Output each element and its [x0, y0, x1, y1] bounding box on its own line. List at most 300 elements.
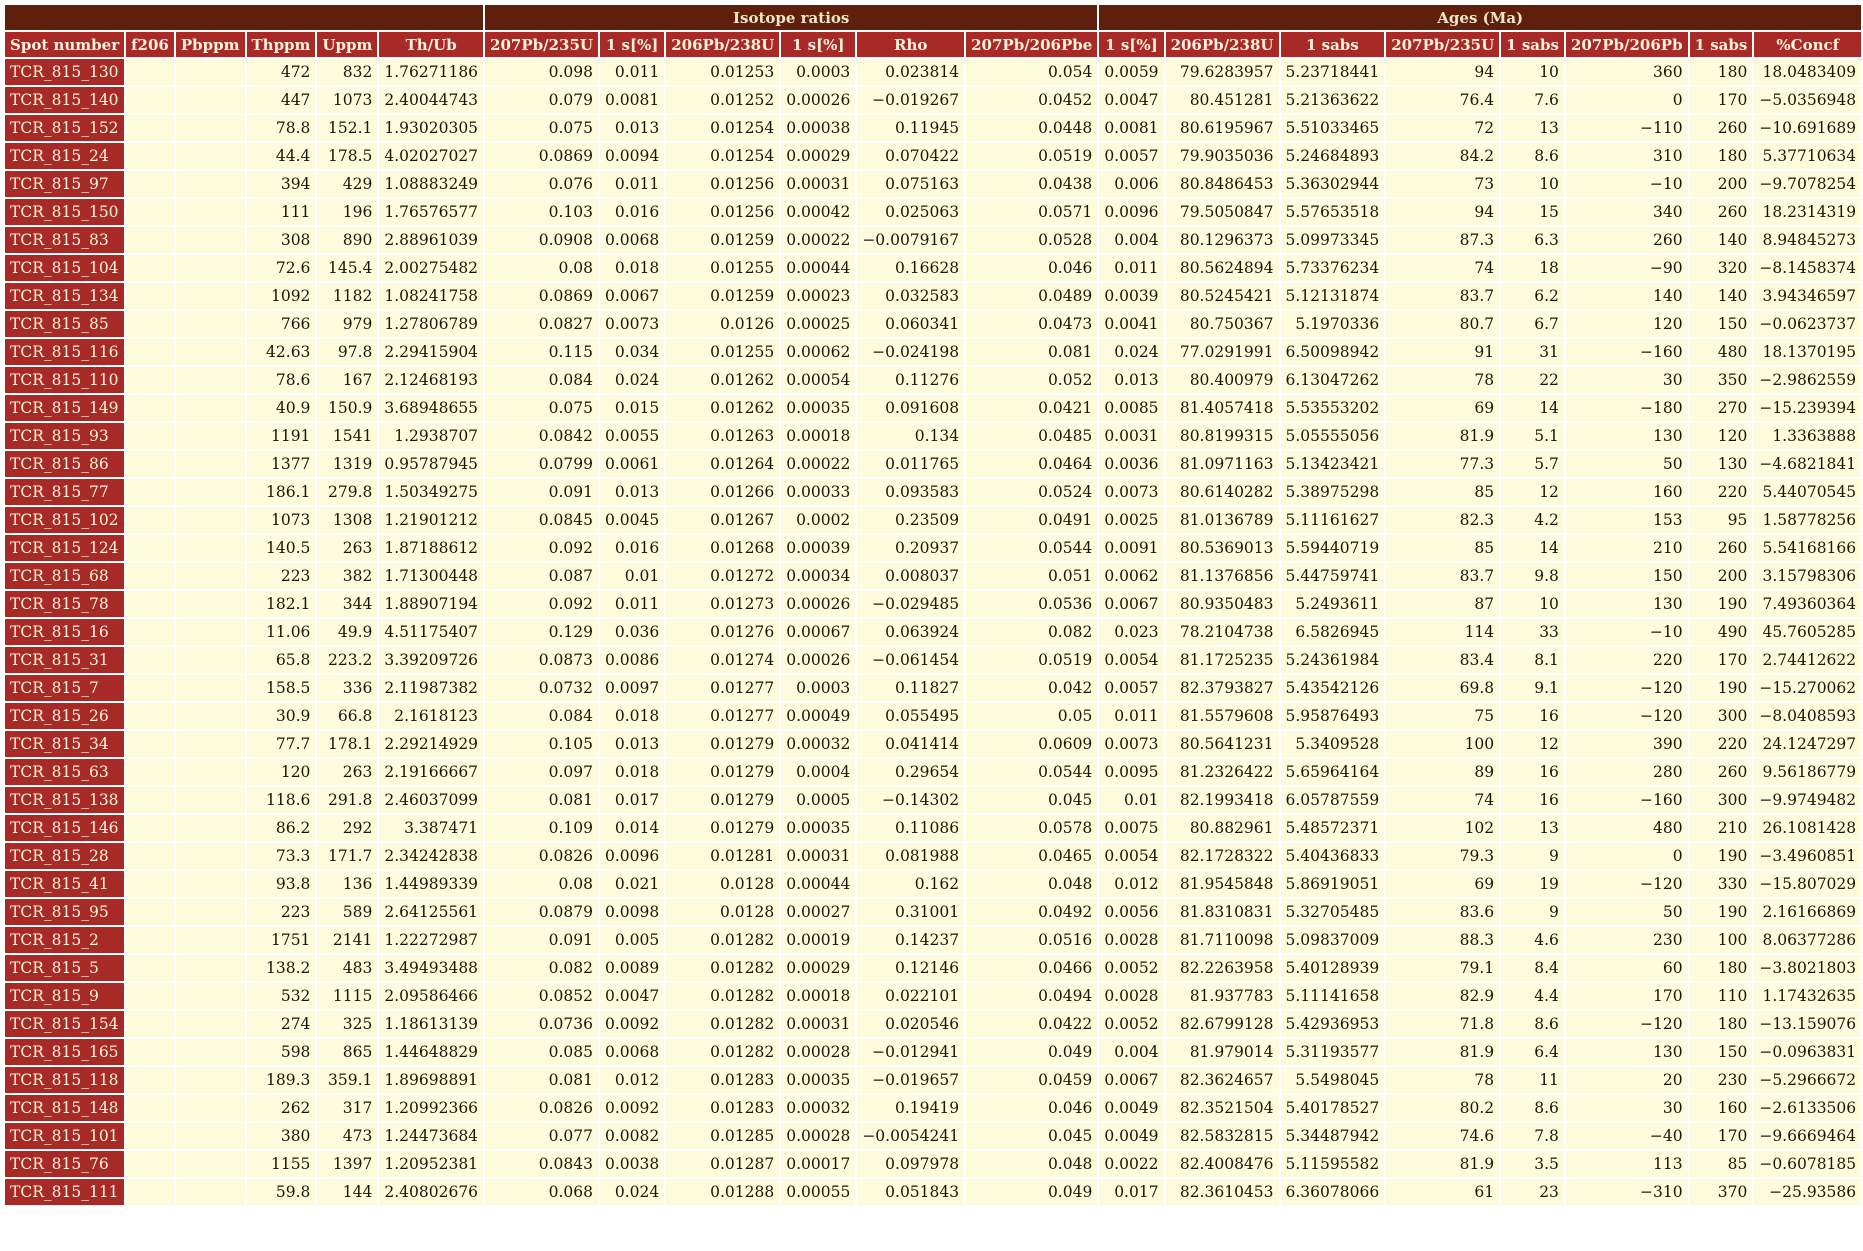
table-cell: 0.01276 — [666, 619, 779, 645]
table-cell: 0.00026 — [781, 647, 855, 673]
table-cell: 30 — [1566, 1095, 1688, 1121]
table-row — [5, 619, 1861, 645]
table-cell: 0.0057 — [1099, 143, 1163, 169]
table-cell: −0.019267 — [857, 87, 964, 113]
table-cell: 1.93020305 — [379, 115, 483, 141]
table-cell: 7.6 — [1501, 87, 1564, 113]
table-cell: −120 — [1566, 703, 1688, 729]
table-cell: 0.011765 — [857, 451, 964, 477]
table-row — [5, 731, 1861, 757]
table-cell: 0.055495 — [857, 703, 964, 729]
table-cell: 1155 — [247, 1151, 316, 1177]
table-cell: 10 — [1501, 171, 1564, 197]
table-cell: 230 — [1566, 927, 1688, 953]
table-cell: 1182 — [317, 283, 377, 309]
table-cell: 0.95787945 — [379, 451, 483, 477]
table-cell: 6.5826945 — [1281, 619, 1385, 645]
table-cell: 0.0452 — [966, 87, 1097, 113]
table-cell: 19 — [1501, 871, 1564, 897]
table-cell: 72 — [1386, 115, 1499, 141]
table-cell — [126, 927, 174, 953]
table-cell: 0.0054 — [1099, 647, 1163, 673]
table-cell: 78.6 — [247, 367, 316, 393]
table-cell: 0.077 — [485, 1123, 598, 1149]
spot-number-cell: TCR_815_9 — [5, 983, 124, 1009]
table-cell: 82.3610453 — [1166, 1179, 1279, 1205]
table-cell: 0.0845 — [485, 507, 598, 533]
table-cell — [176, 927, 245, 953]
table-cell: 0.018 — [600, 255, 664, 281]
table-cell: 130 — [1566, 591, 1688, 617]
column-header: 207Pb/206Pb — [1566, 32, 1688, 57]
table-cell: 0.0098 — [600, 899, 664, 925]
table-cell: 81.9 — [1386, 1039, 1499, 1065]
table-cell — [126, 703, 174, 729]
table-cell: 0.01262 — [666, 367, 779, 393]
table-cell: 0.082 — [485, 955, 598, 981]
table-cell: −13.159076 — [1754, 1011, 1861, 1037]
table-cell — [176, 1151, 245, 1177]
table-cell: 263 — [317, 759, 377, 785]
table-cell — [176, 955, 245, 981]
table-cell: 0.00022 — [781, 451, 855, 477]
table-cell: 0.011 — [600, 591, 664, 617]
table-cell: 10 — [1501, 591, 1564, 617]
table-cell: 9 — [1501, 843, 1564, 869]
table-cell: 223 — [247, 563, 316, 589]
table-cell: 5.32705485 — [1281, 899, 1385, 925]
table-cell: 0.00031 — [781, 1011, 855, 1037]
table-cell: 81.1725235 — [1166, 647, 1279, 673]
table-cell: 82.9 — [1386, 983, 1499, 1009]
table-cell: 0.068 — [485, 1179, 598, 1205]
column-header: 1 sabs — [1501, 32, 1564, 57]
table-cell: 344 — [317, 591, 377, 617]
table-cell: 0.01282 — [666, 1039, 779, 1065]
table-cell: 11.06 — [247, 619, 316, 645]
table-cell: 8.6 — [1501, 1095, 1564, 1121]
table-cell: 0.00028 — [781, 1123, 855, 1149]
table-cell: 832 — [317, 59, 377, 85]
table-cell: 0.0094 — [600, 143, 664, 169]
table-cell: 5.40178527 — [1281, 1095, 1385, 1121]
table-cell: 81.8310831 — [1166, 899, 1279, 925]
group-header-ages: Ages (Ma) — [1099, 5, 1861, 30]
table-cell — [126, 1123, 174, 1149]
table-cell — [126, 199, 174, 225]
table-cell: 0.011 — [600, 59, 664, 85]
table-cell: 0.00018 — [781, 983, 855, 1009]
table-cell: 0.0089 — [600, 955, 664, 981]
spot-number-cell: TCR_815_140 — [5, 87, 124, 113]
spot-number-cell: TCR_815_41 — [5, 871, 124, 897]
table-cell: 80.5369013 — [1166, 535, 1279, 561]
table-cell: 0.034 — [600, 339, 664, 365]
table-cell: 182.1 — [247, 591, 316, 617]
table-cell: 220 — [1690, 731, 1753, 757]
table-cell: 0.024 — [600, 1179, 664, 1205]
table-cell: 5.42936953 — [1281, 1011, 1385, 1037]
table-cell: 5.5498045 — [1281, 1067, 1385, 1093]
table-cell: 4.02027027 — [379, 143, 483, 169]
table-row — [5, 815, 1861, 841]
table-cell: 180 — [1690, 955, 1753, 981]
table-cell: 9.1 — [1501, 675, 1564, 701]
table-cell: 189.3 — [247, 1067, 316, 1093]
table-cell: 210 — [1566, 535, 1688, 561]
table-cell: 5.51033465 — [1281, 115, 1385, 141]
table-row — [5, 87, 1861, 113]
table-cell: 0.098 — [485, 59, 598, 85]
table-cell: 4.6 — [1501, 927, 1564, 953]
table-cell: 0.0571 — [966, 199, 1097, 225]
table-cell: 0.0732 — [485, 675, 598, 701]
table-cell: 5.40128939 — [1281, 955, 1385, 981]
table-cell: −160 — [1566, 339, 1688, 365]
table-cell: 5.09837009 — [1281, 927, 1385, 953]
table-cell — [126, 871, 174, 897]
table-cell: 532 — [247, 983, 316, 1009]
table-cell: −0.019657 — [857, 1067, 964, 1093]
table-row — [5, 591, 1861, 617]
table-cell: 10 — [1501, 59, 1564, 85]
table-cell: 0.109 — [485, 815, 598, 841]
table-cell: 50 — [1566, 451, 1688, 477]
table-row — [5, 703, 1861, 729]
spot-number-cell: TCR_815_83 — [5, 227, 124, 253]
table-cell: 0 — [1566, 843, 1688, 869]
column-header: 1 s[%] — [1099, 32, 1163, 57]
table-cell: 0.00031 — [781, 843, 855, 869]
table-cell: 145.4 — [317, 255, 377, 281]
table-cell: 0.0528 — [966, 227, 1097, 253]
table-cell: −10 — [1566, 619, 1688, 645]
table-cell — [176, 115, 245, 141]
table-cell — [126, 283, 174, 309]
table-cell — [126, 983, 174, 1009]
table-cell: 0.060341 — [857, 311, 964, 337]
table-cell: 0.079 — [485, 87, 598, 113]
spot-number-cell: TCR_815_165 — [5, 1039, 124, 1065]
table-cell: 158.5 — [247, 675, 316, 701]
table-cell — [176, 283, 245, 309]
spot-number-cell: TCR_815_146 — [5, 815, 124, 841]
table-cell: 0.00034 — [781, 563, 855, 589]
table-cell: −3.4960851 — [1754, 843, 1861, 869]
table-cell — [176, 983, 245, 1009]
table-cell — [126, 1095, 174, 1121]
table-cell: 11 — [1501, 1067, 1564, 1093]
table-cell — [126, 675, 174, 701]
table-cell: 0.0799 — [485, 451, 598, 477]
table-cell: 0.0492 — [966, 899, 1097, 925]
table-cell: 8.94845273 — [1754, 227, 1861, 253]
table-cell: 9.56186779 — [1754, 759, 1861, 785]
table-cell: 61 — [1386, 1179, 1499, 1205]
table-cell: 480 — [1566, 815, 1688, 841]
table-cell: 380 — [247, 1123, 316, 1149]
table-row — [5, 1039, 1861, 1065]
table-cell: 80.882961 — [1166, 815, 1279, 841]
table-cell: 0.00049 — [781, 703, 855, 729]
table-row — [5, 255, 1861, 281]
table-cell — [126, 1039, 174, 1065]
table-cell: 80.6140282 — [1166, 479, 1279, 505]
table-cell: −180 — [1566, 395, 1688, 421]
table-cell: 472 — [247, 59, 316, 85]
table-cell: 1.44648829 — [379, 1039, 483, 1065]
table-cell: 0.041414 — [857, 731, 964, 757]
table-cell — [126, 227, 174, 253]
table-cell: 5.57653518 — [1281, 199, 1385, 225]
table-cell: 2.29214929 — [379, 731, 483, 757]
table-cell: 260 — [1690, 199, 1753, 225]
table-cell: 200 — [1690, 563, 1753, 589]
table-cell: 0.0073 — [1099, 479, 1163, 505]
table-cell: 16 — [1501, 703, 1564, 729]
table-cell: 0.0843 — [485, 1151, 598, 1177]
table-cell: 0.087 — [485, 563, 598, 589]
table-cell: 0.036 — [600, 619, 664, 645]
table-cell — [126, 1011, 174, 1037]
table-cell: 0.00029 — [781, 143, 855, 169]
table-cell: 447 — [247, 87, 316, 113]
table-cell: 0.0028 — [1099, 927, 1163, 953]
table-cell: 0.01 — [1099, 787, 1163, 813]
table-cell: 0.01268 — [666, 535, 779, 561]
table-cell: 5.40436833 — [1281, 843, 1385, 869]
table-cell: 0.0438 — [966, 171, 1097, 197]
table-cell: 18.0483409 — [1754, 59, 1861, 85]
table-row — [5, 787, 1861, 813]
table-cell: 0.092 — [485, 535, 598, 561]
table-cell: 40.9 — [247, 395, 316, 421]
table-row — [5, 283, 1861, 309]
table-cell: 0.01264 — [666, 451, 779, 477]
table-cell: 598 — [247, 1039, 316, 1065]
table-cell: 0.091608 — [857, 395, 964, 421]
table-cell: 81.0971163 — [1166, 451, 1279, 477]
table-cell: 150 — [1566, 563, 1688, 589]
table-cell: 82.3793827 — [1166, 675, 1279, 701]
table-cell: 0.012 — [600, 1067, 664, 1093]
table-cell: 81.2326422 — [1166, 759, 1279, 785]
table-cell — [126, 759, 174, 785]
table-row — [5, 395, 1861, 421]
table-cell: 3.94346597 — [1754, 283, 1861, 309]
table-cell: 77.7 — [247, 731, 316, 757]
table-cell: 262 — [247, 1095, 316, 1121]
table-cell: 382 — [317, 563, 377, 589]
spot-number-cell: TCR_815_2 — [5, 927, 124, 953]
table-cell: 0.01259 — [666, 227, 779, 253]
table-cell: 80.9350483 — [1166, 591, 1279, 617]
table-cell: 0.0054 — [1099, 843, 1163, 869]
table-row — [5, 227, 1861, 253]
table-cell — [176, 647, 245, 673]
table-cell: 0.00038 — [781, 115, 855, 141]
table-row — [5, 199, 1861, 225]
table-cell: 82.5832815 — [1166, 1123, 1279, 1149]
table-cell: 5.13423421 — [1281, 451, 1385, 477]
spot-number-cell: TCR_815_76 — [5, 1151, 124, 1177]
table-cell: −8.1458374 — [1754, 255, 1861, 281]
table-cell: 0.018 — [600, 759, 664, 785]
spot-number-cell: TCR_815_5 — [5, 955, 124, 981]
table-cell: 0.0022 — [1099, 1151, 1163, 1177]
table-cell: 83.7 — [1386, 563, 1499, 589]
table-cell: 0.01253 — [666, 59, 779, 85]
table-cell: 0.00044 — [781, 255, 855, 281]
table-cell: 0.016 — [600, 199, 664, 225]
table-cell: 95 — [1690, 507, 1753, 533]
table-cell: 2.00275482 — [379, 255, 483, 281]
table-cell: 1.50349275 — [379, 479, 483, 505]
table-cell: 8.6 — [1501, 1011, 1564, 1037]
table-cell: 0.01263 — [666, 423, 779, 449]
table-cell: 18.1370195 — [1754, 339, 1861, 365]
table-cell — [176, 199, 245, 225]
table-cell: −9.7078254 — [1754, 171, 1861, 197]
table-cell: 0.0081 — [1099, 115, 1163, 141]
table-cell: 2.74412622 — [1754, 647, 1861, 673]
table-cell: 0.097 — [485, 759, 598, 785]
spot-number-cell: TCR_815_95 — [5, 899, 124, 925]
table-cell: −0.0623737 — [1754, 311, 1861, 337]
table-cell: 73 — [1386, 171, 1499, 197]
table-cell: −4.6821841 — [1754, 451, 1861, 477]
table-cell: 0.0873 — [485, 647, 598, 673]
table-cell: 0.01282 — [666, 1011, 779, 1037]
table-cell: 300 — [1690, 703, 1753, 729]
table-cell: 1.27806789 — [379, 311, 483, 337]
table-cell: 1.08241758 — [379, 283, 483, 309]
table-cell: 0.0491 — [966, 507, 1097, 533]
table-cell: 5.54168166 — [1754, 535, 1861, 561]
table-cell: 7.8 — [1501, 1123, 1564, 1149]
table-cell: 102 — [1386, 815, 1499, 841]
spot-number-cell: TCR_815_97 — [5, 171, 124, 197]
table-cell: 0.01282 — [666, 983, 779, 1009]
data-table — [3, 3, 1863, 1207]
table-cell: 0.01282 — [666, 927, 779, 953]
table-cell: 81.5579608 — [1166, 703, 1279, 729]
table-cell: 1.21901212 — [379, 507, 483, 533]
table-cell: 0.049 — [966, 1179, 1097, 1205]
table-cell: 5.1970336 — [1281, 311, 1385, 337]
table-cell: 150.9 — [317, 395, 377, 421]
table-cell: 2141 — [317, 927, 377, 953]
table-cell: 0.00067 — [781, 619, 855, 645]
table-row — [5, 367, 1861, 393]
table-cell: 140 — [1690, 227, 1753, 253]
table-cell: 0.11086 — [857, 815, 964, 841]
table-cell: 2.12468193 — [379, 367, 483, 393]
table-cell: 0.01274 — [666, 647, 779, 673]
table-cell: −9.6669464 — [1754, 1123, 1861, 1149]
table-cell: 160 — [1566, 479, 1688, 505]
table-cell: 0.023814 — [857, 59, 964, 85]
column-header: 1 sabs — [1690, 32, 1753, 57]
table-cell: 0.0578 — [966, 815, 1097, 841]
table-cell: 0.01267 — [666, 507, 779, 533]
table-cell: 0.004 — [1099, 227, 1163, 253]
table-cell: 8.4 — [1501, 955, 1564, 981]
table-cell: 14 — [1501, 535, 1564, 561]
table-cell: 190 — [1690, 675, 1753, 701]
table-cell — [126, 395, 174, 421]
table-cell: 153 — [1566, 507, 1688, 533]
table-cell: 82.4008476 — [1166, 1151, 1279, 1177]
table-cell: 81.979014 — [1166, 1039, 1279, 1065]
table-cell: 5.53553202 — [1281, 395, 1385, 421]
table-cell — [176, 143, 245, 169]
table-cell: 1.58778256 — [1754, 507, 1861, 533]
table-cell: 5.23718441 — [1281, 59, 1385, 85]
table-cell: 6.4 — [1501, 1039, 1564, 1065]
table-cell: 69.8 — [1386, 675, 1499, 701]
table-cell: 3.68948655 — [379, 395, 483, 421]
spot-number-cell: TCR_815_34 — [5, 731, 124, 757]
table-cell: 30 — [1566, 367, 1688, 393]
table-cell: 6.50098942 — [1281, 339, 1385, 365]
table-cell: 170 — [1690, 87, 1753, 113]
table-cell: 210 — [1690, 815, 1753, 841]
table-cell: 979 — [317, 311, 377, 337]
table-cell: 86.2 — [247, 815, 316, 841]
table-cell: 330 — [1690, 871, 1753, 897]
spot-number-cell: TCR_815_26 — [5, 703, 124, 729]
table-cell: 0.0544 — [966, 759, 1097, 785]
table-cell: 0.0002 — [781, 507, 855, 533]
table-cell — [176, 311, 245, 337]
table-cell: 0.0038 — [600, 1151, 664, 1177]
table-cell: 111 — [247, 199, 316, 225]
table-cell: 5.12131874 — [1281, 283, 1385, 309]
table-cell: 150 — [1690, 1039, 1753, 1065]
table-cell: −10.691689 — [1754, 115, 1861, 141]
table-cell: 1.76271186 — [379, 59, 483, 85]
table-cell: 31 — [1501, 339, 1564, 365]
table-cell: 1115 — [317, 983, 377, 1009]
table-cell: 81.4057418 — [1166, 395, 1279, 421]
table-cell: 0.0085 — [1099, 395, 1163, 421]
table-cell — [176, 227, 245, 253]
table-cell: 0.01266 — [666, 479, 779, 505]
table-cell: 0.0067 — [600, 283, 664, 309]
table-cell: 72.6 — [247, 255, 316, 281]
table-cell: 0.0067 — [1099, 1067, 1163, 1093]
table-cell: 74 — [1386, 255, 1499, 281]
table-cell: 0.0049 — [1099, 1095, 1163, 1121]
table-cell: −0.012941 — [857, 1039, 964, 1065]
table-cell: 5.11595582 — [1281, 1151, 1385, 1177]
table-cell: 83.6 — [1386, 899, 1499, 925]
table-cell: 49.9 — [317, 619, 377, 645]
table-cell: −10 — [1566, 171, 1688, 197]
table-cell: 118.6 — [247, 787, 316, 813]
table-cell: 0.0052 — [1099, 955, 1163, 981]
table-cell: 0.00019 — [781, 927, 855, 953]
table-cell: 1.20992366 — [379, 1095, 483, 1121]
table-cell: 0.0524 — [966, 479, 1097, 505]
table-cell: 120 — [247, 759, 316, 785]
table-cell: 0.0126 — [666, 311, 779, 337]
table-cell: 0.01273 — [666, 591, 779, 617]
table-cell: 138.2 — [247, 955, 316, 981]
table-cell: 83.4 — [1386, 647, 1499, 673]
table-cell: 0.0068 — [600, 227, 664, 253]
